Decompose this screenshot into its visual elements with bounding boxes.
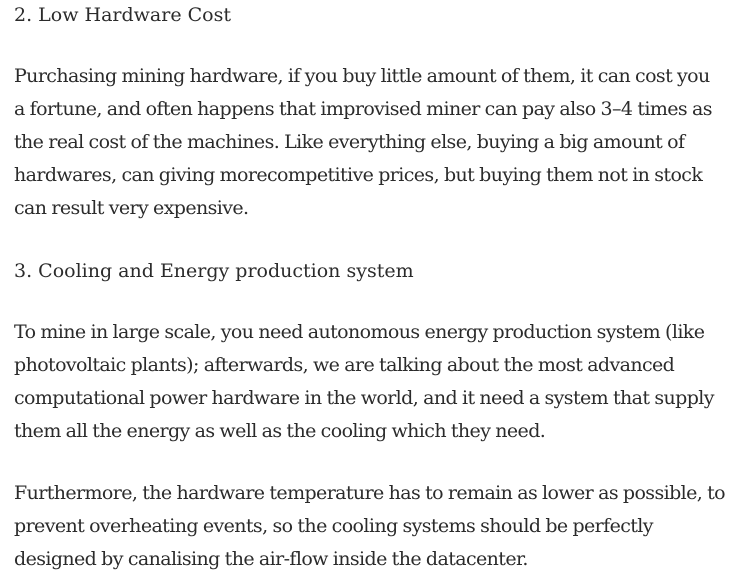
paragraph-line: can result very expensive. <box>14 197 249 219</box>
paragraph-line: photovoltaic plants); afterwards, we are talking about the most advanced <box>14 354 675 376</box>
paragraph-line: a fortune, and often happens that improvised miner can pay also 3–4 times as <box>14 98 712 120</box>
paragraph-line: computational power hardware in the world, and it need a system that supply <box>14 387 714 409</box>
paragraph-line: them all the energy as well as the cooling which they need. <box>14 420 546 442</box>
paragraph-energy-production <box>14 316 726 448</box>
paragraph-line: hardwares, can giving morecompetitive prices, but buying them not in stock <box>14 164 703 186</box>
paragraph-line: designed by canalising the air-flow inside the datacenter. <box>14 548 528 570</box>
paragraph-line: Purchasing mining hardware, if you buy little amount of them, it can cost you <box>14 65 710 87</box>
section-heading-low-hardware-cost: 2. Low Hardware Cost <box>14 4 231 26</box>
paragraph-line: Furthermore, the hardware temperature has to remain as lower as possible, to <box>14 482 726 504</box>
paragraph-cooling-systems <box>14 477 726 576</box>
paragraph-line: To mine in large scale, you need autonomous energy production system (like <box>14 321 705 343</box>
paragraph-line: the real cost of the machines. Like everything else, buying a big amount of <box>14 131 685 153</box>
section-heading-cooling-energy: 3. Cooling and Energy production system <box>14 260 414 282</box>
paragraph-line: prevent overheating events, so the cooling systems should be perfectly <box>14 515 653 537</box>
paragraph-hardware-cost <box>14 60 726 225</box>
